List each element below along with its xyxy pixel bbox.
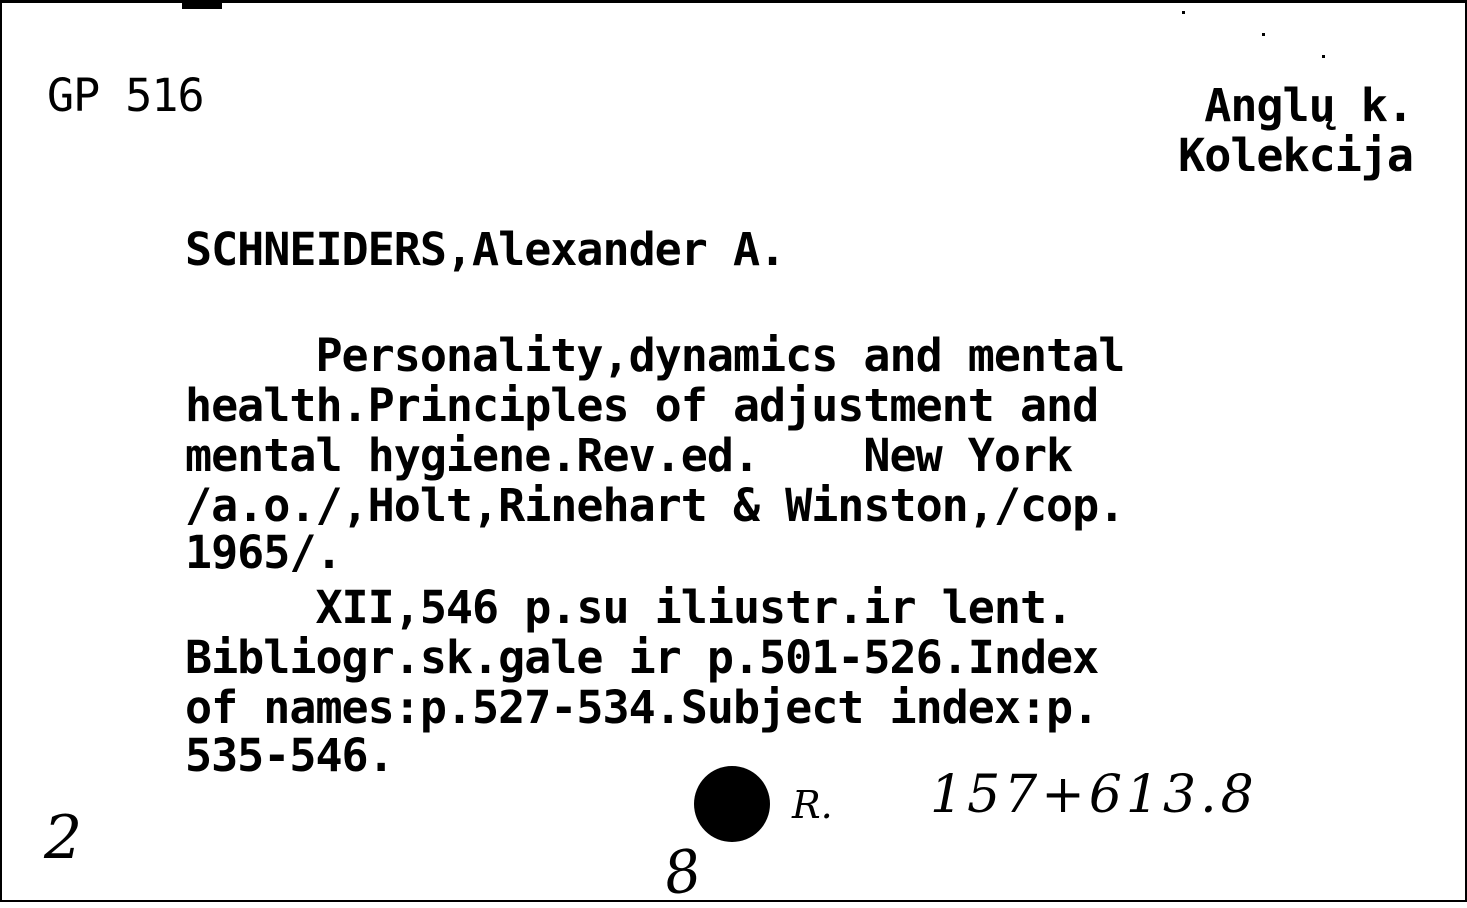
collection-label: Kolekcija bbox=[1178, 129, 1413, 182]
handwritten-r: R. bbox=[792, 783, 833, 827]
ink-mark bbox=[1322, 55, 1325, 58]
handwritten-shelf-mark: 157+613.8 bbox=[930, 765, 1258, 825]
description-line: health.Principles of adjustment and bbox=[185, 379, 1099, 432]
description-line: 535-546. bbox=[185, 729, 394, 782]
ink-mark bbox=[182, 3, 222, 9]
description-line: mental hygiene.Rev.ed. New York bbox=[185, 429, 1073, 482]
description-line: /a.o./,Holt,Rinehart & Winston,/cop. bbox=[185, 479, 1125, 532]
description-line: Personality,dynamics and mental bbox=[185, 329, 1125, 382]
ink-mark bbox=[1182, 11, 1185, 14]
collection-language: Anglų k. bbox=[1204, 79, 1413, 132]
description-line: Bibliogr.sk.gale ir p.501-526.Index bbox=[185, 631, 1099, 684]
handwritten-copy-count: 2 bbox=[44, 803, 83, 873]
handwritten-eight: 8 bbox=[659, 835, 706, 908]
description-line: 1965/. bbox=[185, 526, 342, 579]
call-number: GP 516 bbox=[47, 69, 204, 122]
author-heading: SCHNEIDERS,Alexander A. bbox=[185, 223, 786, 276]
description-line: XII,546 p.su iliustr.ir lent. bbox=[185, 581, 1073, 634]
punch-hole-dot bbox=[694, 766, 770, 842]
description-line: of names:p.527-534.Subject index:p. bbox=[185, 681, 1099, 734]
ink-mark bbox=[1262, 33, 1265, 36]
